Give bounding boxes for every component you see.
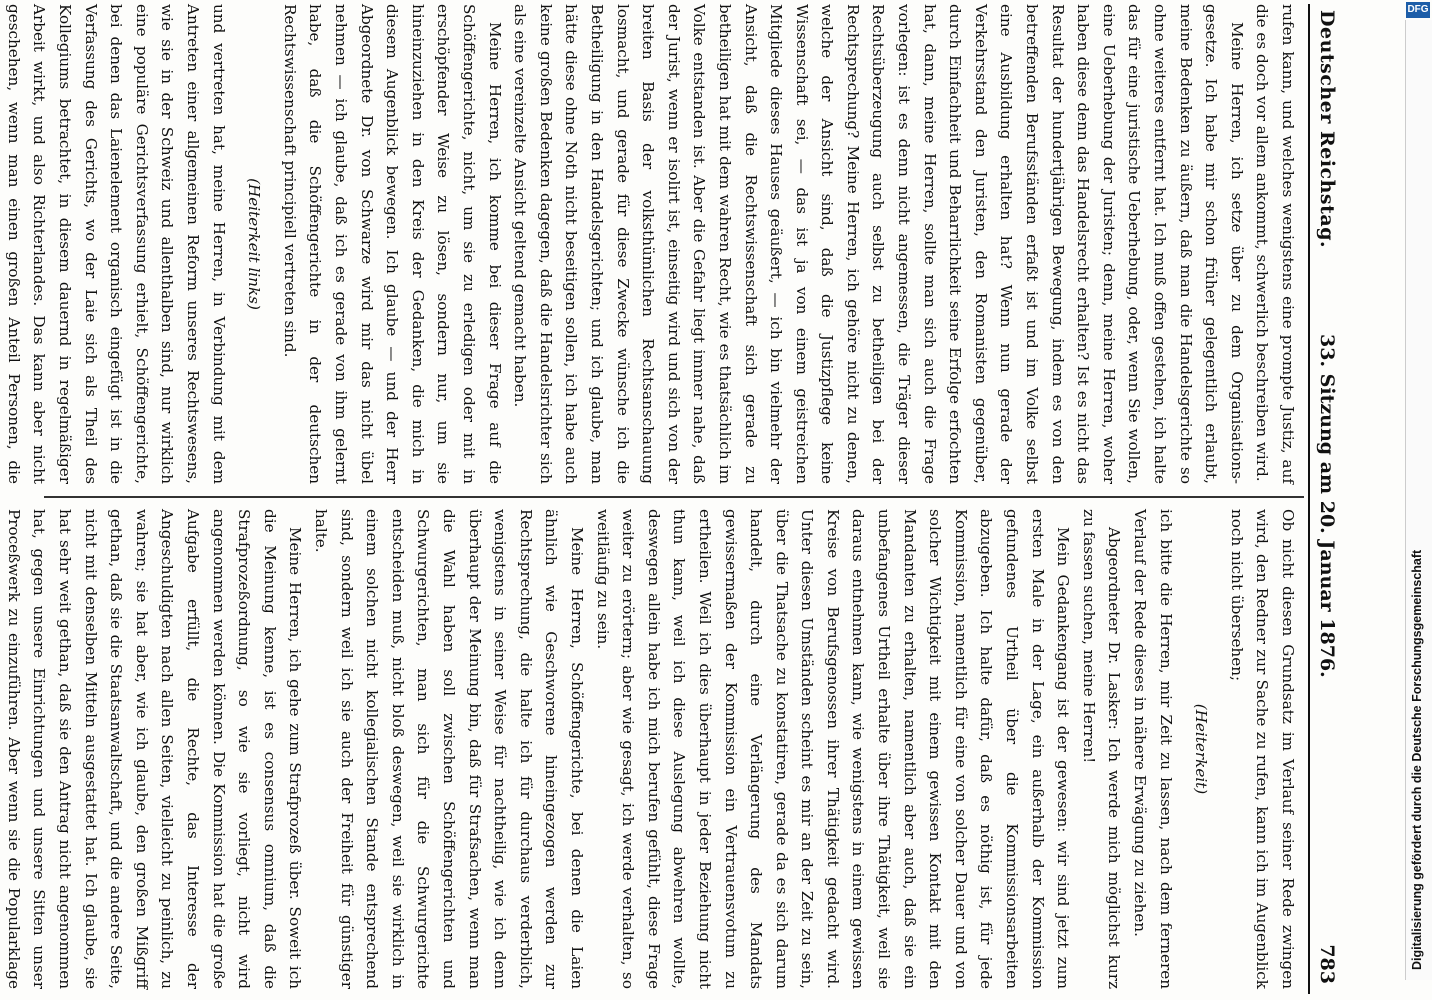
page-number: 783 <box>1316 944 1338 984</box>
page-header <box>1308 4 1340 994</box>
left-column <box>4 4 1300 484</box>
paragraph: Mein Gedankengang ist der gewesen: wir sind jetzt zum ersten Male in der Lage, ein außerhalb der Kommission gefundenes Urtheil über die Kommissionsarbeiten abzugeben. Ich halte dafür, daß es nöthig ist, für jede Kommission, namentlich für eine von solcher Dauer und von solcher Wichtigkeit mit einem gewissen Kontakt mit den Mandanten zu erhalten, namentlich aber auch, daß sie ein unbefangenes Urtheil erhalte über ihre Thätigkeit, weil sie daraus entnehmen kann, wie wenigstens in einem gewissen Kreise von Berufsgenossen ihrer Thätigkeit gedacht wird. Unter diesen Umständen scheint es mir an der Zeit zu sein, über die Thatsache zu konstatiren, gerade da es sich darum handelt, durch eine Verlängerung des Mandats gewissermaßen der Kommission ein Vertrauensvotum zu ertheilen. Weil ich dies überhaupt in jeder Beziehung nicht thun kann, weil ich diese Auslegung abwehren wollte, deswegen allein habe ich mich berufen gefühlt, diese Frage weiter zu erörtern; aber wie gesagt, ich werde verhalten, so weitläufig zu sein. <box>593 509 1073 989</box>
digitization-credit-text: Digitalisierung gefördert durch die Deutsche Forschungsgemeinschaft <box>1410 549 1424 970</box>
paragraph: ich bitte die Herren, mir Zeit zu lassen, nach dem ferneren Verlauf der Rede dieses in nähere Erwägung zu ziehen. <box>1131 509 1175 989</box>
header-left: Deutscher Reichstag. <box>1316 10 1338 249</box>
rotated-page-content <box>4 4 1340 994</box>
paragraph: rufen kann, und welches wenigstens eine prompte Justiz, auf die es doch vor allem ankommt, schwerlich beschreiben wird. <box>1253 4 1297 484</box>
paragraph: Meine Herren, ich komme bei dieser Frage auf die Schöffengerichte, nicht, um sie zu erledigen oder mit in erschöpfender Weise zu lösen, sondern nur, um sie hineinzuziehen in den Kreis der Gedanken, die mich in diesem Augenblick bewegen. Ich glaube — und der Herr Abgeordnete Dr. von Schwarze wird mir das nicht übel nehmen — ich glaube, daß ich es gerade von ihm gelernt habe, daß die Schöffengerichte in der deutschen Rechtswissenschaft principiell vertreten sind. <box>280 4 504 484</box>
paragraph: Meine Herren, Schöffengerichte, bei denen die Laien ähnlich wie Geschworene hineingezogen werden zur Rechtsprechung, die halte ich für durchaus verderblich, wenigstens in seiner Weise für nachtheilig, wie ich denn überhaupt der Meinung bin, daß für Strafsachen, wenn man die Wahl haben soll zwischen Schöffengerichten und Schwurgerichten, man sich für die Schwurgerichte entscheiden muß, nicht bloß deswegen, weil sie wirklich in einem solchen nicht kollegialischen Stande entsprechend sind, sondern weil ich sie auch der Freiheit für günstiger halte. <box>312 509 586 989</box>
interjection: (Heiterkeit links) <box>245 178 264 310</box>
paragraph: Ob nicht diesen Grundsatz im Verlauf seiner Rede zwingen wird, den Redner zur Sache zu rufen, kann ich im Augenblick noch nicht übersehen; <box>1227 509 1297 989</box>
right-column <box>4 509 1300 989</box>
paragraph: und vertreten hat, meine Herren, in Verbindung mit dem Antreten einer allgemeinen Reform unseres Rechtswesens, wie sie in der Schweiz und allenthalben sind, nur wirklich eine populäre Gerichtsverfassung erhielt, Schöffengerichte, bei denen das Laienelement organisch eingefügt ist in die Verfassung des Gerichts, wo der Laie sich als Theil des Kollegiums betrachtet, in diesem dauernd in regelmäßiger Arbeit wirkt, und also Richterlandes. Das kann aber nicht geschehen, wenn man einen großen Anteil Personen, die <box>4 4 228 484</box>
digitization-credit <box>1405 20 1432 980</box>
interjection: (Heiterkeit) <box>1192 703 1211 795</box>
paragraph: Meine Herren, ich gehe zum Strafprozeß über. Soweit ich die Meinung kenne, ist es consensus omnium, daß die Strafprozeßordnung, so wie sie vorliegt, nicht wird angenommen werden können. Die Kommission hat die große Aufgabe erfüllt, die Rechte, das Interesse der Angeschuldigten nach allen Seiten, vielleicht zu peinlich, zu wahren; sie hat aber, wie ich glaube, den großen Mißgriff gethan, daß sie die Staatsanwaltschaft, und die andere Seite, nicht mit denselben Mitteln ausgestattet hat. Ich glaube, sie hat sehr weit gethan, daß sie den Antrag nicht angenommen hat, gegen unsere Einrichtungen und unsere Sitten unser Proceßwerk zu einzuführen. Aber wenn sie die Popularklage <box>4 509 305 989</box>
column-divider <box>44 496 1304 498</box>
paragraph: Meine Herren, ich setze über zu dem Organisations-gesetze. Ich habe mir schon früher gelegentlich erlaubt, meine Bedenken zu äußern, daß man die Handelsgerichte so ohne weiteres entfernt hat. Ich muß offen gestehen, ich halte das für eine juristische Ueberhebung, oder, wenn Sie wollen, eine Ueberhebung der Juristen; denn, meine Herren, woher haben diese denn das Handelsrecht erhalten? Ist es nicht das Resultat der hundertjährigen Bewegung, indem es von den betreffenden Berufsständen erfaßt ist und im Volke selbst eine Ausbildung erhalten hat? Wenn nun gerade der Verkehrsstand den Juristen, den Romanisten gegenüber, durch Einfachheit und Beharrlichkeit seine Erfolge erfochten hat, dann, meine Herren, sollte man sich auch die Frage vorlegen: ist es denn nicht angemessen, die Träger dieser Rechtsüberzeugung auch selbst zu betheiligen bei der Rechtsprechung? Meine Herren, ich gehöre nicht zu denen, welche der Ansicht sind, daß die Justizpflege keine Wissenschaft sei, — das ist ja von einem geistreichen Mitgliede dieses Hauses geäußert, — ich bin vielmehr der Ansicht, daß die Rechtswissenschaft sich gerade zu betheiligen hat mit dem wahren Recht, wie es thatsächlich im Volke entstanden ist. Aber die Gefahr liegt immer nahe, daß der Jurist, wenn er isolirt ist, einseitig wird und sich von der breiten Basis der volksthümlichen Rechtsanschauung losmacht, und gerade für diese Zwecke wünsche ich die Betheiligung in den Handelsgerichten; und ich glaube, man hätte diese ohne Noth nicht beseitigen sollen, ich habe auch keine großen Bedenken dagegen, daß die Handelsrichter sich als eine vereinzelte Ansicht geltend gemacht haben. <box>511 4 1246 484</box>
speaker-paragraph: Abgeordneter Dr. Lasker: Ich werde mich möglichst kurz zu fassen suchen, meine Herren! <box>1079 509 1124 989</box>
header-center: 33. Sitzung am 20. Januar 1876. <box>1316 334 1338 678</box>
dfg-logo: DFG <box>1406 2 1430 18</box>
